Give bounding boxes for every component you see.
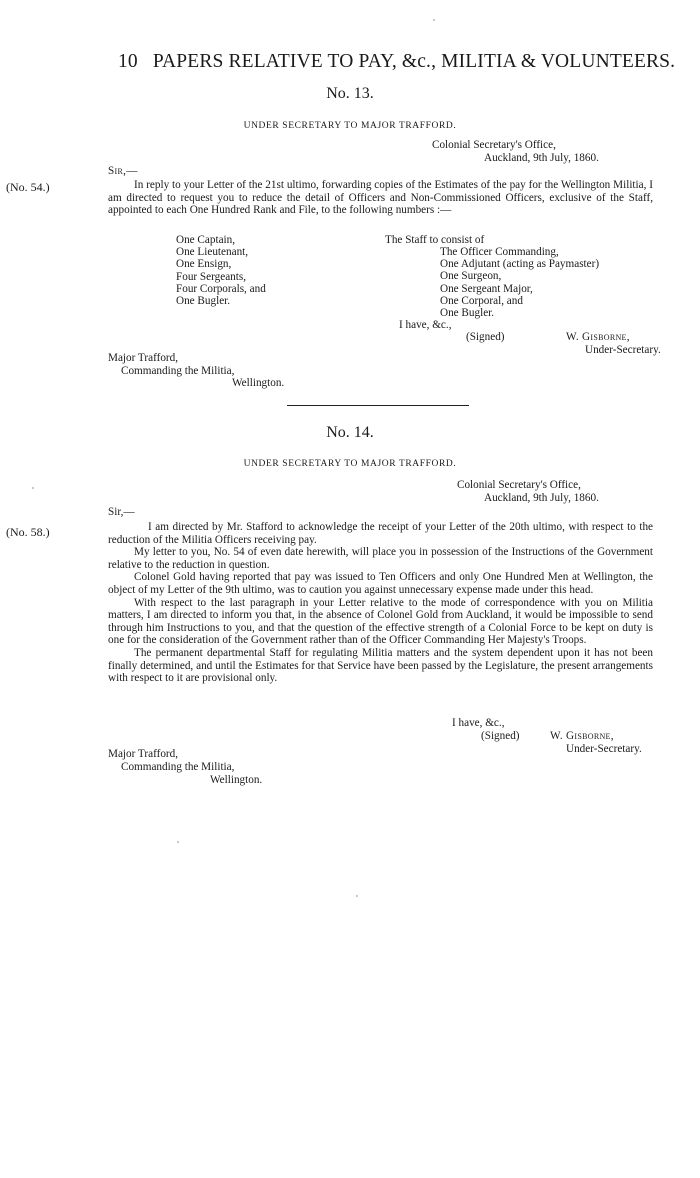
list-item: The Officer Commanding, bbox=[440, 246, 559, 258]
letter-14-paragraph-1: I am directed by Mr. Stafford to acknowledge the receipt of your Letter of the 20th ultimo, with respect to the reduction of the Militia Officers receiving pay. bbox=[108, 521, 653, 546]
scan-speck bbox=[32, 487, 34, 489]
list-item: One Captain, bbox=[176, 234, 236, 246]
letter-13-addressee-role: Commanding the Militia, bbox=[121, 365, 235, 377]
list-item: One Bugler. bbox=[176, 295, 231, 308]
letter-14-signed: (Signed) bbox=[481, 730, 520, 742]
section-divider bbox=[287, 405, 469, 406]
letter-14-body bbox=[108, 521, 653, 685]
document-title: PAPERS RELATIVE TO PAY, &c., MILITIA & VOLUNTEERS. bbox=[152, 51, 676, 72]
list-item: One Sergeant Major, bbox=[440, 282, 533, 295]
letter-14-paragraph-4: With respect to the last paragraph in your Letter relative to the mode of correspondence with you on Militia matters, I am directed to inform you that, in the absence of Colonel Gold from Auckland, it would be impossible to send through him Instructions to you, and that the question of the effective strength of a Colonial Force to be kept on duty is one for the consideration of the Government rather than of the Officer Commanding Her Majesty's Troops. bbox=[108, 596, 653, 647]
letter-14-paragraph-3: Colonel Gold having reported that pay was issued to Ten Officers and only One Hundred Men at Wellington, the object of my Letter of the 9th ultimo, was to caution you against unnecessary expense made under this head. bbox=[108, 571, 653, 596]
staff-list bbox=[440, 246, 599, 319]
list-item: One Ensign, bbox=[176, 258, 232, 271]
list-item: One Corporal, and bbox=[440, 294, 523, 307]
letter-13-addressee-name: Major Trafford, bbox=[108, 352, 179, 364]
letter-14-office: Colonial Secretary's Office, bbox=[457, 479, 581, 491]
list-item: Four Sergeants, bbox=[176, 270, 247, 283]
list-item: One Adjutant (acting as Paymaster) bbox=[440, 258, 600, 271]
letter-13-paragraph-1: In reply to your Letter of the 21st ultimo, forwarding copies of the Estimates of the pay for the Wellington Militia, I am directed to request you to reduce the detail of Officers and Non-Commissioned Officers, exclusive of the Staff, appointed to each One Hundred Rank and File, to the following numbers :— bbox=[108, 179, 653, 217]
letter-14-addressee-place: Wellington. bbox=[210, 774, 263, 786]
letter-14-place-date: Auckland, 9th July, 1860. bbox=[484, 492, 599, 504]
list-item: One Surgeon, bbox=[440, 270, 502, 283]
letter-13-heading: UNDER SECRETARY TO MAJOR TRAFFORD. bbox=[243, 121, 457, 131]
letter-13-margin-ref: (No. 54.) bbox=[6, 180, 50, 194]
letter-13-salutation: Sir,— bbox=[108, 165, 138, 177]
letter-13-body bbox=[108, 179, 653, 217]
letter-14-salutation: Sir,— bbox=[108, 506, 135, 518]
list-item: One Lieutenant, bbox=[176, 246, 249, 259]
letter-14-addressee-role: Commanding the Militia, bbox=[121, 761, 235, 773]
letter-14-heading: UNDER SECRETARY TO MAJOR TRAFFORD. bbox=[243, 459, 457, 469]
letter-13-signatory-title: Under-Secretary. bbox=[585, 344, 661, 356]
list-item: Four Corporals, and bbox=[176, 282, 266, 295]
letter-14-signatory-title: Under-Secretary. bbox=[566, 743, 642, 755]
letter-14-addressee-name: Major Trafford, bbox=[108, 748, 179, 760]
scan-speck bbox=[177, 841, 179, 843]
letter-14-margin-ref: (No. 58.) bbox=[6, 525, 50, 539]
letter-13-signatory: W. Gisborne, bbox=[566, 331, 630, 343]
letter-14-number: No. 14. bbox=[326, 424, 374, 441]
letter-14-paragraph-5: The permanent departmental Staff for regulating Militia matters and the system dependent upon it has not been finally determined, and until the Estimates for that Service have been passed by the Legislature, the present arrangements with respect to it are provisional only. bbox=[108, 646, 653, 685]
page-header bbox=[118, 51, 675, 73]
letter-13-addressee-place: Wellington. bbox=[232, 377, 285, 389]
letter-13-number: No. 13. bbox=[326, 85, 374, 102]
letter-13-closing: I have, &c., bbox=[399, 319, 452, 331]
letter-13-signed: (Signed) bbox=[466, 331, 505, 343]
letter-14-signatory: W. Gisborne, bbox=[550, 730, 614, 742]
letter-14-paragraph-2: My letter to you, No. 54 of even date herewith, will place you in possession of the Instructions of the Government relative to the reduction in question. bbox=[108, 546, 653, 571]
letter-14-closing: I have, &c., bbox=[452, 717, 505, 729]
letter-13-office: Colonial Secretary's Office, bbox=[432, 139, 556, 151]
scan-speck bbox=[433, 19, 435, 21]
officer-list bbox=[176, 234, 266, 307]
page-number: 10 bbox=[118, 51, 138, 72]
letter-13-place-date: Auckland, 9th July, 1860. bbox=[484, 152, 599, 164]
list-item: One Bugler. bbox=[440, 307, 495, 320]
staff-intro: The Staff to consist of bbox=[385, 234, 485, 246]
scan-speck bbox=[356, 895, 358, 897]
